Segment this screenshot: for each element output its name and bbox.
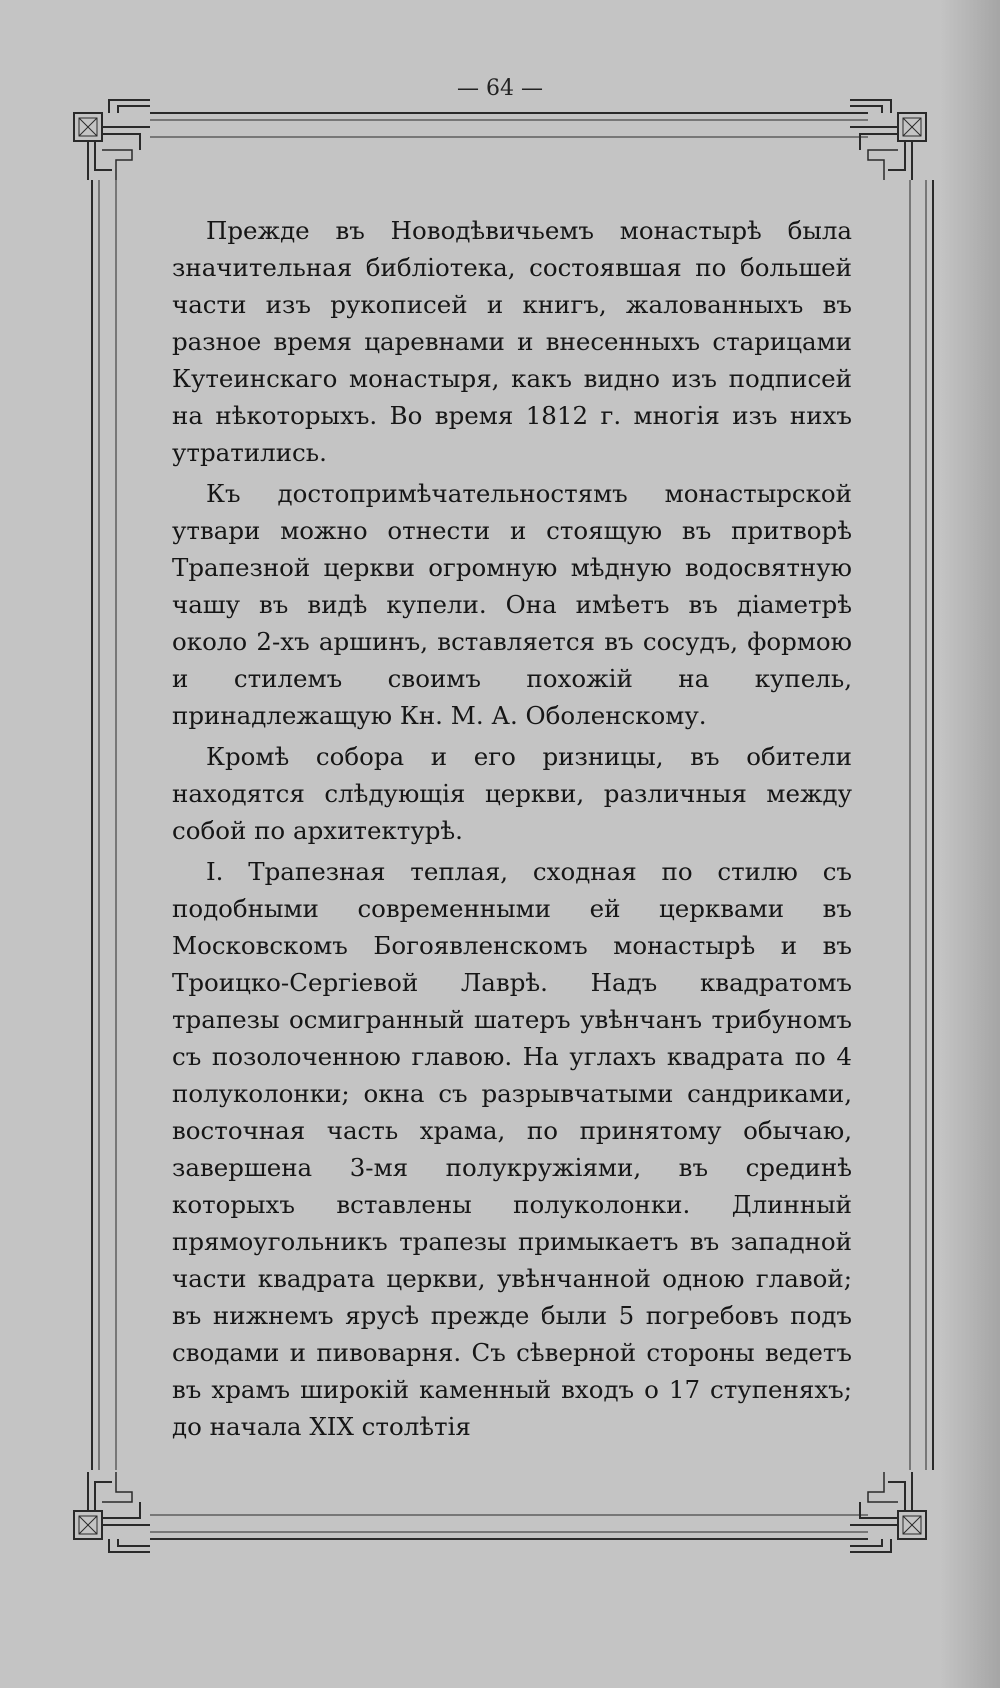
paragraph-utensils: Къ достопримѣчательностямъ монастырской утвари можно отнести и стоящую въ притворѣ Трапезной церкви огромную мѣдную водосвятную чашу въ видѣ купели. Она имѣетъ въ діаметрѣ около 2-хъ аршинъ, вставляется въ сосудъ, формою и стилемъ своимъ похожій на купель, принадлежащую Кн. М. А. Оболенскому. — [172, 479, 852, 730]
body-text — [172, 212, 852, 1449]
page-number: — 64 — — [457, 76, 543, 101]
paragraph-library: Прежде въ Новодѣвичьемъ монастырѣ была значительная библіотека, состоявшая по большей части изъ рукописей и книгъ, жалованныхъ въ разное время царевнами и внесенныхъ старицами Кутеинскаго монастыря, какъ видно изъ подписей на нѣкоторыхъ. Во время 1812 г. многія изъ нихъ утратились. — [172, 216, 852, 467]
paragraph-churches: Кромѣ собора и его ризницы, въ обители находятся слѣдующія церкви, различныя между собой по архитектурѣ. — [172, 742, 852, 845]
paragraph-refectory: I. Трапезная теплая, сходная по стилю съ подобными современными ей церквами въ Московскомъ Богоявленскомъ монастырѣ и въ Троицко-Сергіевой Лаврѣ. Надъ квадратомъ трапезы осмигранный шатеръ увѣнчанъ трибуномъ съ позолоченною главою. На углахъ квадрата по 4 полуколонки; окна съ разрывчатыми сандриками, восточная часть храма, по принятому обычаю, завершена 3-мя полукружіями, въ срединѣ которыхъ вставлены полуколонки. Длинный прямоугольникъ трапезы примыкаетъ въ западной части квадрата церкви, увѣнчанной одною главой; въ нижнемъ ярусѣ прежде были 5 погребовъ подъ сводами и пивоварня. Съ сѣверной стороны ведетъ въ храмъ широкій каменный входъ о 17 ступеняхъ; до начала XIX столѣтія — [172, 857, 852, 1441]
